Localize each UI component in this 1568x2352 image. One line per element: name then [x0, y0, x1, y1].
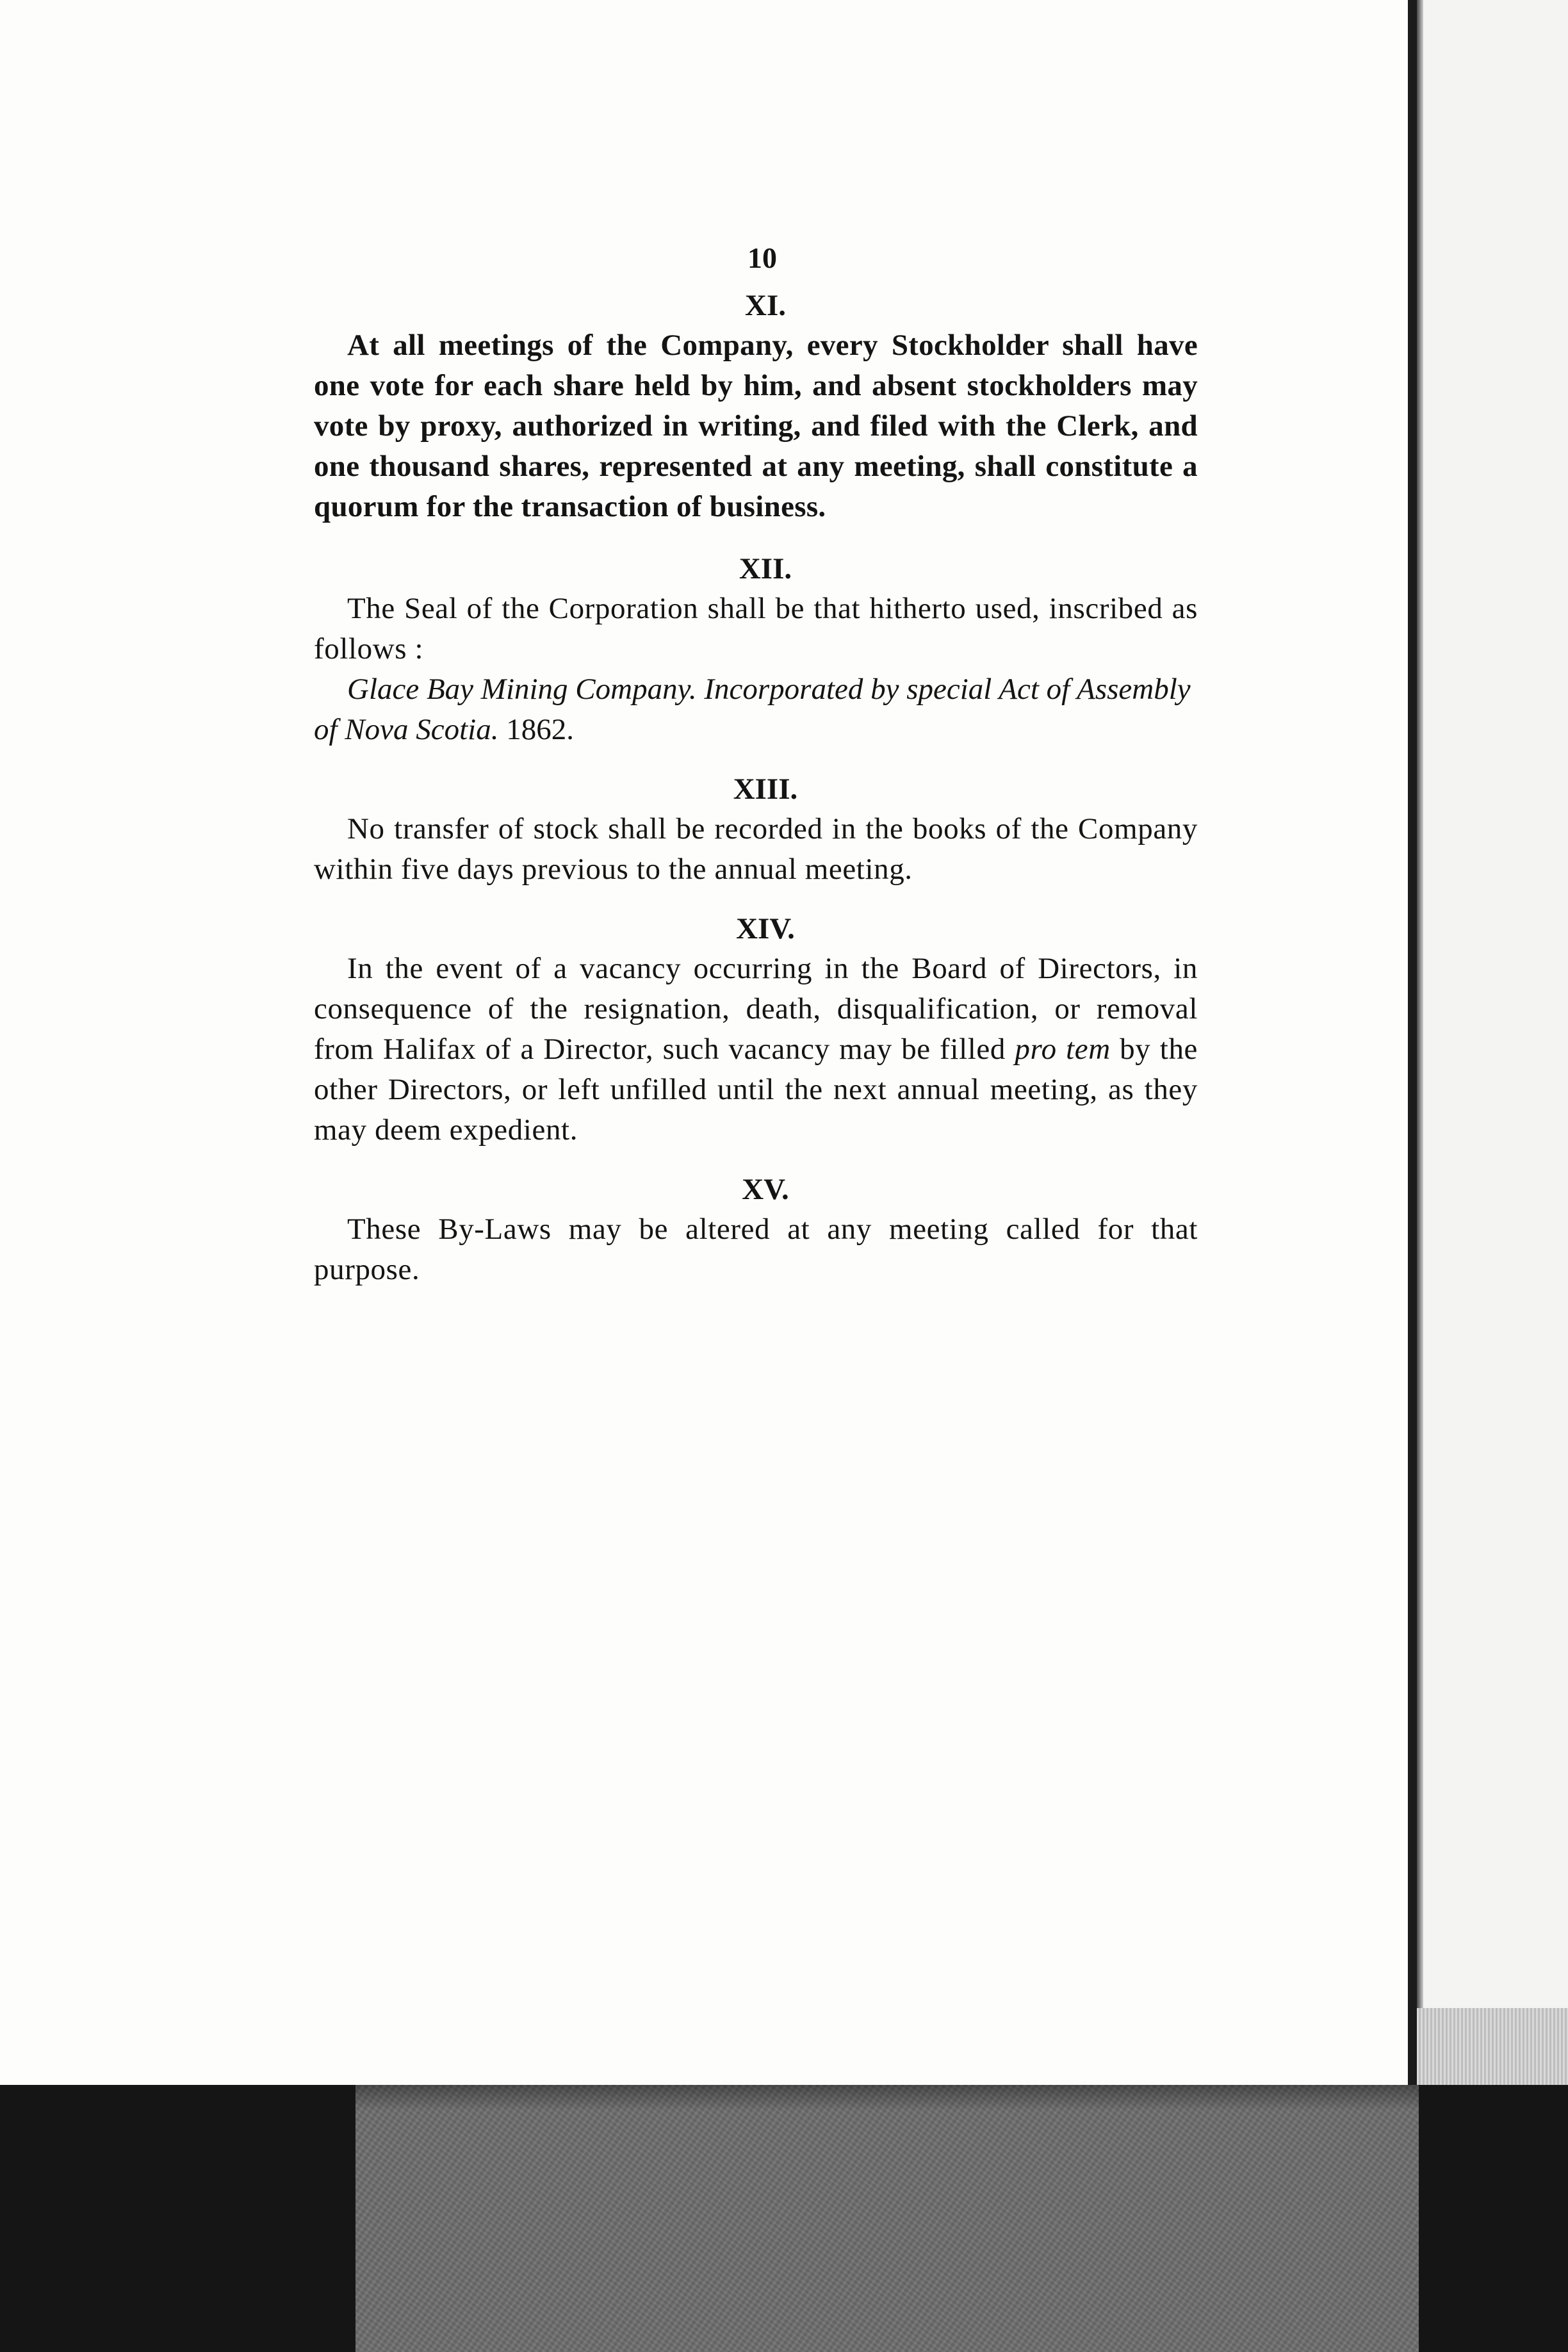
section-text-xiv-part1: In the event of a vacancy occurring in the Board of Directors, in consequence of the resignation, death, disqualification, or removal from Halifax of a Director, such vacancy may be filled [314, 952, 1198, 1066]
section-heading-xii: XII. [739, 552, 792, 585]
section-heading-xv: XV. [742, 1173, 789, 1206]
cover-shadow [355, 2085, 1419, 2111]
page-fold-shadow [1417, 0, 1423, 2085]
cover-texture [355, 2085, 1419, 2352]
section-text-xiv [314, 949, 1198, 1150]
section-text-xi: At all meetings of the Company, every Stockholder shall have one vote for each share held by him, and absent stockholders may vote by proxy, authorized in writing, and filed with the Clerk, and one thousand shares, represented at any meeting, shall constitute a quorum for the transaction of business. [314, 329, 1198, 523]
section-heading-xi: XI. [745, 289, 786, 322]
seal-inscription [314, 669, 1198, 750]
binding-strip [1417, 2008, 1568, 2085]
section-text-xiii: No transfer of stock shall be recorded in the books of the Company within five days previous to the annual meeting. [314, 812, 1198, 886]
page-number: 10 [747, 241, 777, 274]
seal-year: 1862. [506, 713, 574, 746]
book-cover-board [0, 2085, 1568, 2352]
page-edge [1408, 0, 1417, 2085]
seal-inscription-text: Glace Bay Mining Company. Incorporated by special Act of Assembly of Nova Scotia. [314, 673, 1191, 746]
section-text-xiv-italic: pro tem [1015, 1033, 1111, 1066]
facing-page-edge [1417, 0, 1568, 2085]
section-heading-xiii: XIII. [733, 772, 798, 806]
section-heading-xiv: XIV. [736, 912, 795, 945]
section-text-xiv-part2: by the other Directors, or left unfilled until the next annual meeting, as they may deem expedient. [314, 1033, 1198, 1147]
section-text-xii: The Seal of the Corporation shall be that hitherto used, inscribed as follows : [314, 592, 1198, 666]
page-content [314, 231, 1198, 1290]
section-text-xv: These By-Laws may be altered at any meeting called for that purpose. [314, 1213, 1198, 1286]
